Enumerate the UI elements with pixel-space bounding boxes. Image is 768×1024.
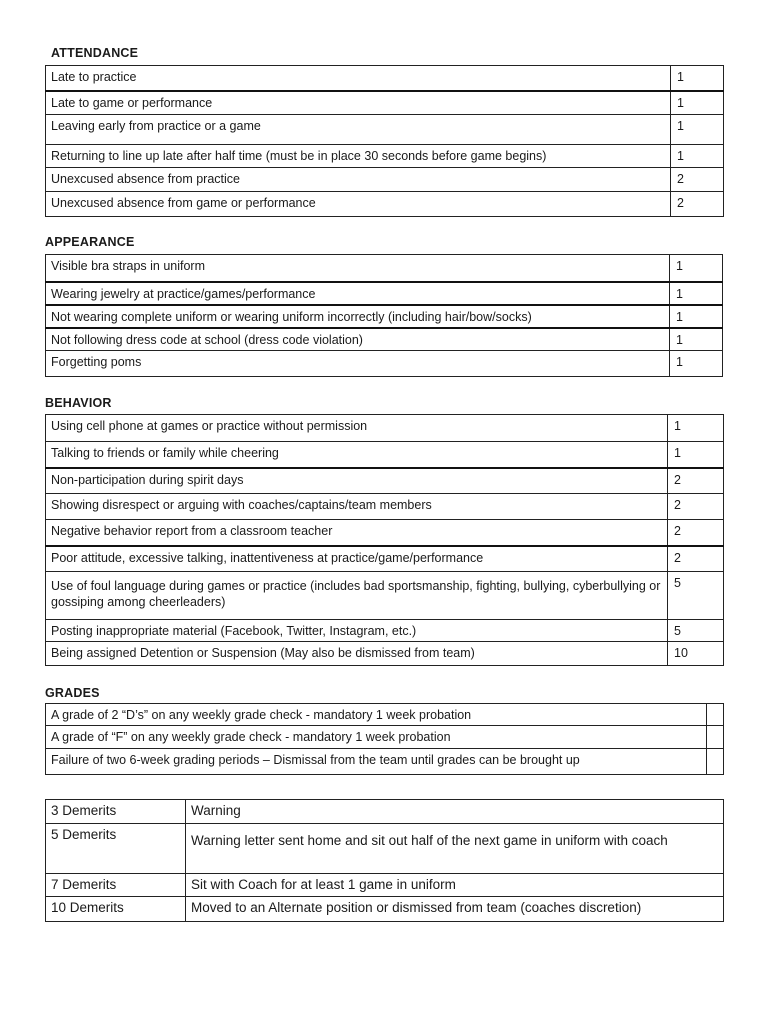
demerit-action: Sit with Coach for at least 1 game in uniform	[186, 874, 724, 897]
appearance-value: 1	[670, 351, 723, 377]
appearance-label: Not following dress code at school (dress code violation)	[46, 328, 670, 351]
table-row	[46, 305, 723, 328]
attendance-label: Late to game or performance	[46, 91, 671, 115]
table-row	[46, 749, 724, 775]
grades-table	[45, 703, 724, 775]
demerit-count: 10 Demerits	[46, 897, 186, 922]
behavior-value: 2	[668, 468, 724, 494]
appearance-value: 1	[670, 328, 723, 351]
grades-value	[707, 749, 724, 775]
attendance-value: 2	[671, 192, 724, 217]
table-row	[46, 192, 724, 217]
behavior-value: 2	[668, 546, 724, 572]
table-row	[46, 874, 724, 897]
table-row	[46, 620, 724, 642]
behavior-label: Showing disrespect or arguing with coaches/captains/team members	[46, 494, 668, 520]
table-row	[46, 572, 724, 620]
table-row	[46, 255, 723, 282]
demerit-count: 3 Demerits	[46, 800, 186, 824]
table-row	[46, 115, 724, 145]
behavior-value: 1	[668, 415, 724, 442]
table-row	[46, 168, 724, 192]
table-row	[46, 351, 723, 377]
attendance-label: Unexcused absence from game or performance	[46, 192, 671, 217]
demerit-count: 5 Demerits	[46, 824, 186, 874]
grades-label: Failure of two 6-week grading periods – Dismissal from the team until grades can be brought up	[46, 749, 707, 775]
appearance-value: 1	[670, 255, 723, 282]
table-row	[46, 642, 724, 666]
behavior-value: 5	[668, 620, 724, 642]
appearance-label: Visible bra straps in uniform	[46, 255, 670, 282]
behavior-value: 10	[668, 642, 724, 666]
table-row	[46, 520, 724, 546]
table-row	[46, 897, 724, 922]
behavior-value: 1	[668, 442, 724, 468]
appearance-heading: APPEARANCE	[45, 235, 135, 249]
consequences-table	[45, 799, 724, 922]
table-row	[46, 282, 723, 305]
attendance-heading: ATTENDANCE	[51, 46, 139, 60]
appearance-value: 1	[670, 305, 723, 328]
behavior-table	[45, 414, 724, 666]
attendance-value: 2	[671, 168, 724, 192]
attendance-value: 1	[671, 115, 724, 145]
behavior-label: Being assigned Detention or Suspension (May also be dismissed from team)	[46, 642, 668, 666]
demerit-action: Moved to an Alternate position or dismissed from team (coaches discretion)	[186, 897, 724, 922]
behavior-label: Negative behavior report from a classroom teacher	[46, 520, 668, 546]
appearance-value: 1	[670, 282, 723, 305]
grades-heading: GRADES	[45, 686, 100, 700]
appearance-table	[45, 254, 723, 377]
table-row	[46, 66, 724, 91]
behavior-label: Poor attitude, excessive talking, inattentiveness at practice/game/performance	[46, 546, 668, 572]
table-row	[46, 546, 724, 572]
behavior-label: Posting inappropriate material (Facebook, Twitter, Instagram, etc.)	[46, 620, 668, 642]
grades-value	[707, 726, 724, 749]
attendance-label: Leaving early from practice or a game	[46, 115, 671, 145]
behavior-label: Use of foul language during games or practice (includes bad sportsmanship, fighting, bullying, cyberbullying or gossiping among cheerleaders)	[46, 572, 668, 620]
behavior-value: 5	[668, 572, 724, 620]
grades-label: A grade of “F” on any weekly grade check - mandatory 1 week probation	[46, 726, 707, 749]
behavior-label: Talking to friends or family while cheering	[46, 442, 668, 468]
table-row	[46, 145, 724, 168]
attendance-value: 1	[671, 145, 724, 168]
table-row	[46, 442, 724, 468]
table-row	[46, 91, 724, 115]
grades-value	[707, 704, 724, 726]
table-row	[46, 800, 724, 824]
appearance-label: Not wearing complete uniform or wearing uniform incorrectly (including hair/bow/socks)	[46, 305, 670, 328]
behavior-value: 2	[668, 494, 724, 520]
attendance-value: 1	[671, 91, 724, 115]
attendance-table	[45, 65, 724, 217]
table-row	[46, 494, 724, 520]
behavior-label: Using cell phone at games or practice without permission	[46, 415, 668, 442]
table-row	[46, 824, 724, 874]
behavior-value: 2	[668, 520, 724, 546]
table-row	[46, 328, 723, 351]
appearance-label: Forgetting poms	[46, 351, 670, 377]
demerit-action: Warning	[186, 800, 724, 824]
behavior-heading: BEHAVIOR	[45, 396, 112, 410]
attendance-value: 1	[671, 66, 724, 91]
grades-label: A grade of 2 “D’s” on any weekly grade check - mandatory 1 week probation	[46, 704, 707, 726]
table-row	[46, 726, 724, 749]
demerit-count: 7 Demerits	[46, 874, 186, 897]
attendance-label: Returning to line up late after half time (must be in place 30 seconds before game begins)	[46, 145, 671, 168]
attendance-label: Unexcused absence from practice	[46, 168, 671, 192]
appearance-label: Wearing jewelry at practice/games/performance	[46, 282, 670, 305]
table-row	[46, 704, 724, 726]
table-row	[46, 415, 724, 442]
demerit-action: Warning letter sent home and sit out half of the next game in uniform with coach	[186, 824, 724, 874]
behavior-label: Non-participation during spirit days	[46, 468, 668, 494]
attendance-label: Late to practice	[46, 66, 671, 91]
table-row	[46, 468, 724, 494]
